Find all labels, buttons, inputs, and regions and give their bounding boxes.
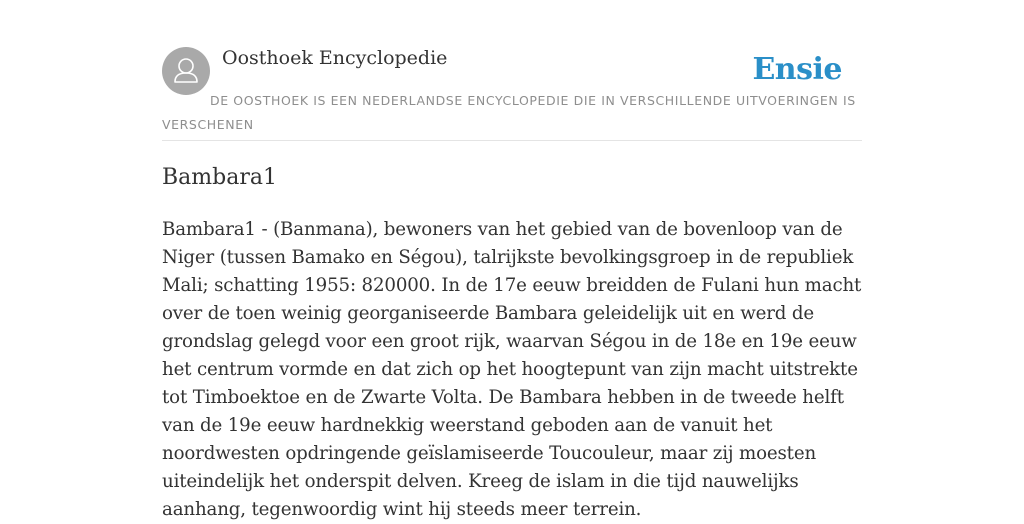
article-title: Bambara1 (162, 165, 277, 190)
user-silhouette-icon[interactable] (162, 47, 210, 95)
site-tagline: DE OOSTHOEK IS EEN NEDERLANDSE ENCYCLOPEDIE DIE IN VERSCHILLENDE UITVOERINGEN IS VERSCHENEN (162, 93, 856, 132)
brand-logo[interactable]: Ensie (752, 52, 842, 87)
article-body: Bambara1 - (Banmana), bewoners van het gebied van de bovenloop van de Niger (tussen Bamako en Ségou), talrijkste bevolkingsgroep in de republiek Mali; schatting 1955: 820000. In de 17e eeuw breidden de Fulani hun macht over de toen weinig georganiseerde Bambara geleidelijk uit en werd de grondslag gelegd voor een groot rijk, waarvan Ségou in de 18e en 19e eeuw het centrum vormde en dat zich op het hoogtepunt van zijn macht uitstrekte tot Timboektoe en de Zwarte Volta. De Bambara hebben in de tweede helft van de 19e eeuw hardnekkig weerstand geboden aan de vanuit het noordwesten opdringende geïslamiseerde Toucouleur, maar zij moesten uiteindelijk het onderspit delven. Kreeg de islam in die tijd nauwelijks aanhang, tegenwoordig wint hij steeds meer terrein. (162, 219, 862, 520)
site-title[interactable]: Oosthoek Encyclopedie (222, 47, 448, 69)
page (162, 0, 862, 520)
site-header (162, 0, 862, 141)
